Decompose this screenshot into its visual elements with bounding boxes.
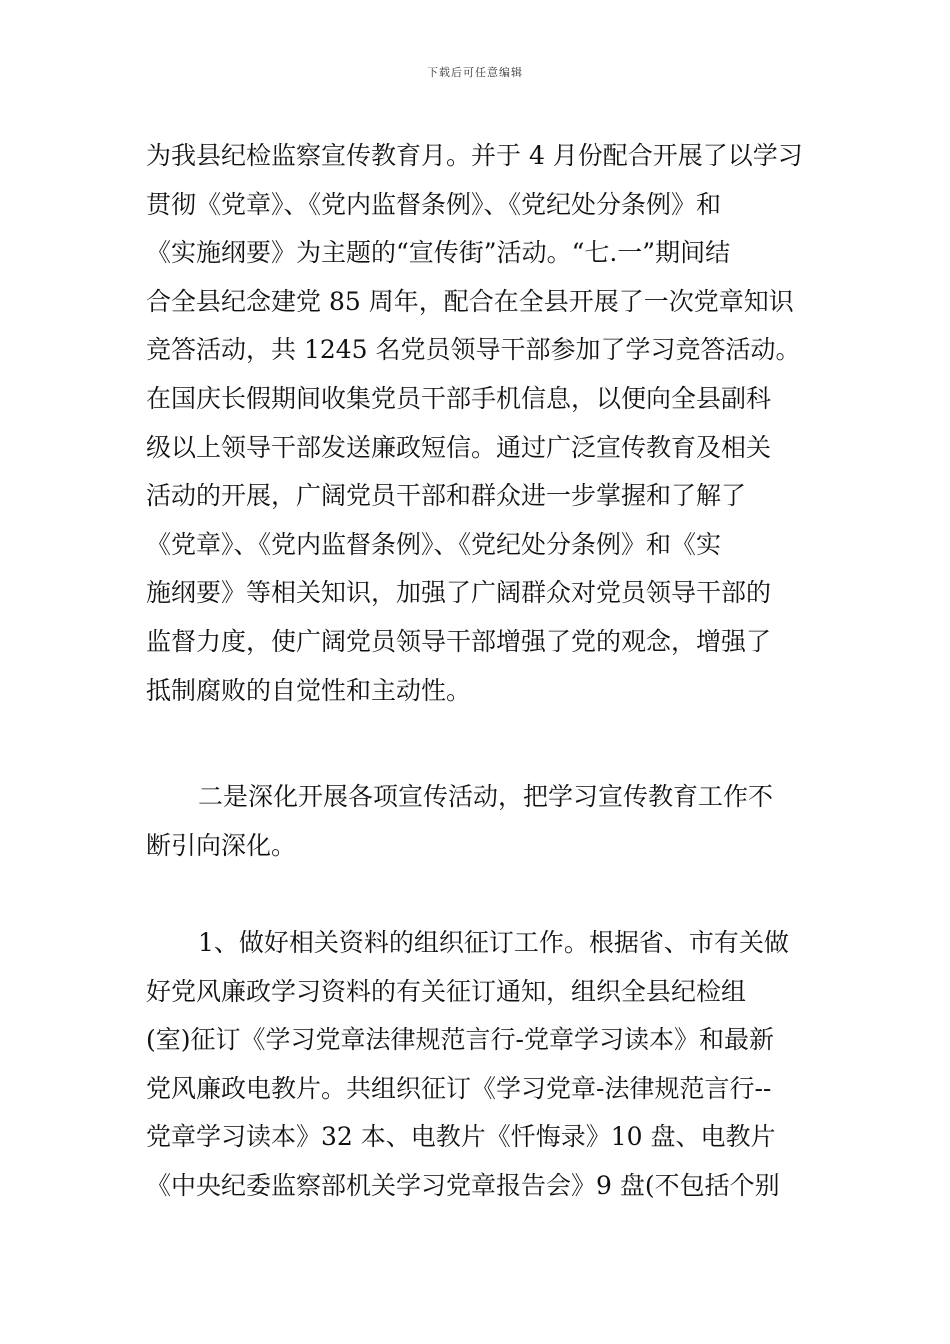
paragraph-2 bbox=[146, 773, 816, 870]
text-line: 1、做好相关资料的组织征订工作。根据省、市有关做 bbox=[198, 928, 789, 957]
text-line: 竞答活动，共 1245 名党员领导干部参加了学习竞答活动。 bbox=[146, 335, 801, 365]
text-line: 断引向深化。 bbox=[146, 830, 297, 860]
text-line: 抵制腐败的自觉性和主动性。 bbox=[146, 675, 472, 705]
text-line: 合全县纪念建党 85 周年，配合在全县开展了一次党章知识 bbox=[146, 286, 794, 316]
text-line: 《党章》、《党内监督条例》、《党纪处分条例》和《实 bbox=[146, 529, 722, 559]
text-line: 级以上领导干部发送廉政短信。通过广泛宣传教育及相关 bbox=[146, 432, 772, 462]
text-line: 施纲要》等相关知识，加强了广阔群众对党员领导干部的 bbox=[146, 578, 772, 608]
text-line: 党章学习读本》32 本、电教片《忏悔录》10 盘、电教片 bbox=[146, 1122, 776, 1152]
text-line: 《中央纪委监察部机关学习党章报告会》9 盘(不包括个别 bbox=[146, 1170, 780, 1200]
paragraph-1 bbox=[146, 132, 816, 715]
text-line: 在国庆长假期间收集党员干部手机信息，以便向全县副科 bbox=[146, 383, 772, 413]
text-line: (室)征订《学习党章法律规范言行-党章学习读本》和最新 bbox=[146, 1025, 774, 1055]
text-line: 活动的开展，广阔党员干部和群众进一步掌握和了解了 bbox=[146, 481, 747, 511]
text-line: 监督力度，使广阔党员领导干部增强了党的观念，增强了 bbox=[146, 626, 772, 656]
paragraph-3 bbox=[146, 919, 816, 1211]
text-line: 贯彻《党章》、《党内监督条例》、《党纪处分条例》和 bbox=[146, 189, 722, 219]
text-line: 为我县纪检监察宣传教育月。并于 4 月份配合开展了以学习 bbox=[146, 141, 803, 170]
text-line: 好党风廉政学习资料的有关征订通知，组织全县纪检组 bbox=[146, 976, 747, 1006]
page-header: 下载后可任意编辑 bbox=[427, 66, 523, 79]
text-line: 《实施纲要》为主题的“宣传街”活动。“七.一”期间结 bbox=[146, 238, 731, 268]
text-line: 党风廉政电教片。共组织征订《学习党章-法律规范言行-- bbox=[146, 1073, 772, 1103]
text-line: 二是深化开展各项宣传活动，把学习宣传教育工作不 bbox=[198, 782, 774, 811]
